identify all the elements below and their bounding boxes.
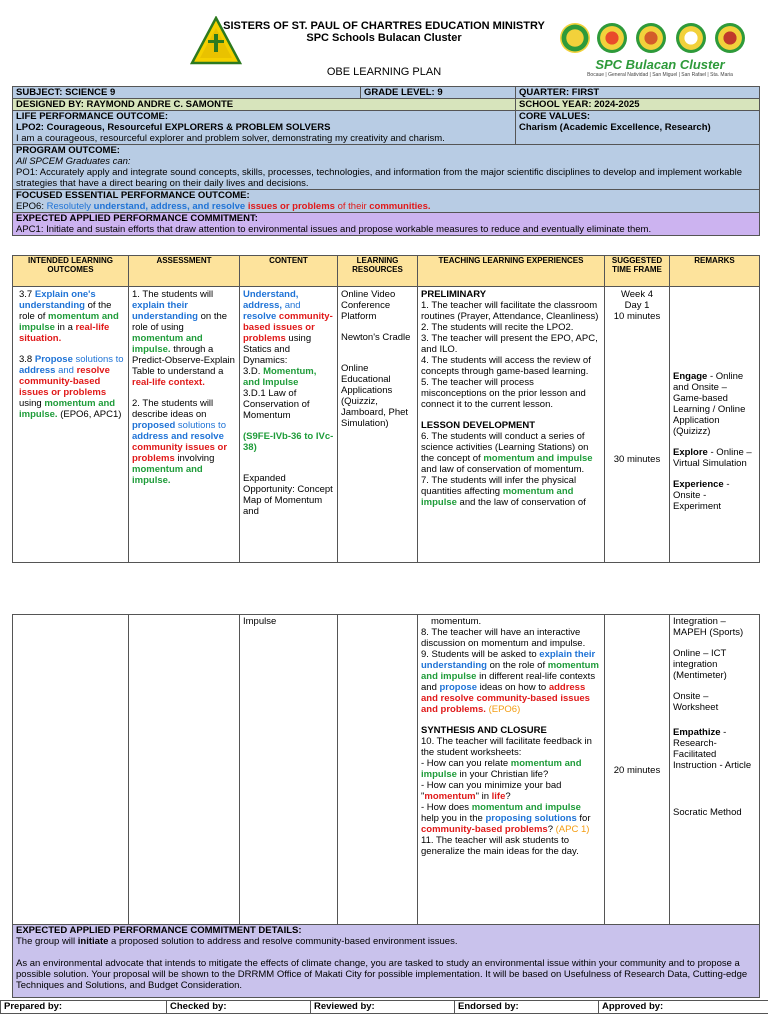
assess-1: 1. The students will — [132, 289, 214, 300]
tle-q1c: in your Christian life? — [459, 769, 549, 780]
tle-q3f: community-based problems — [421, 824, 548, 835]
time-day: Day 1 — [624, 300, 650, 311]
tle-9h: address and resolve community-based issues and problems. — [421, 682, 590, 715]
learning-plan-table — [12, 255, 760, 563]
learning-plan-table-cont — [12, 614, 760, 998]
ilo-momentum-1: momentum and impulse — [19, 311, 119, 333]
tle-10: 10. The teacher will facilitate feedback in the student worksheets: — [421, 736, 592, 758]
reviewed-by: Reviewed by: — [311, 1001, 455, 1014]
eapc-details-2: As an environmental advocate that intends to mitigate the effects of climate change, you are tasked to study an environmental issue within your community and to propose a possible solution. Your proposal will be shown to the DRRMM Office of Makati City for possible implementation. It will be based on Usefulness of Research Data, Cutting-edge Techniques and Solutions, and Budget Consideration. — [16, 958, 748, 991]
remark-engage: Engage — [673, 371, 708, 382]
core-values — [516, 111, 760, 145]
tle-9b: explain their understanding — [421, 649, 596, 671]
resources-cell-cont — [338, 615, 418, 925]
remark-experience-text: - Onsite - Experiment — [673, 479, 730, 512]
tle-9f: propose — [439, 682, 477, 693]
seal-bocaue — [560, 23, 590, 53]
ilo-cell-cont — [13, 615, 129, 925]
approved-by: Approved by: — [599, 1001, 768, 1014]
tle-6b: momentum and impulse — [483, 453, 593, 464]
tle-3: 3. The teacher will present the EPO, APC, and ILO. — [421, 333, 598, 355]
tle-q1b: momentum and impulse — [421, 758, 582, 780]
remarks-cell — [670, 287, 760, 563]
tle-6c: and law of conservation of momentum. — [421, 464, 585, 475]
org-line-2: SPC Schools Bulacan Cluster — [306, 32, 462, 44]
ilo-text-2: in a — [57, 322, 73, 333]
assess-3: through a Predict-Observe-Explain Table to understand a — [132, 344, 235, 377]
tle-7c: and the law of conservation of — [459, 497, 586, 508]
ilo-resolve: resolve community-based issues or problems — [19, 365, 110, 398]
checked-by: Checked by: — [167, 1001, 311, 1014]
tle-q2a: - How can you minimize your bad " — [421, 780, 562, 802]
school-year: SCHOOL YEAR: 2024-2025 — [516, 99, 760, 111]
fepo-code: EPO6: — [16, 201, 44, 212]
eapc-label: EXPECTED APPLIED PERFORMANCE COMMITMENT: — [16, 213, 258, 224]
ilo-num-1: 3.7 — [19, 289, 33, 300]
content-cell-cont — [240, 615, 338, 925]
col-ilo: INTENDED LEARNING OUTCOMES — [13, 256, 129, 287]
tle-q3c: help you in the — [421, 813, 483, 824]
po-label: PROGRAM OUTCOME: — [16, 145, 120, 156]
eapc-details-label: EXPECTED APPLIED PERFORMANCE COMMITMENT DETAILS: — [16, 925, 302, 936]
core-values-label: CORE VALUES: — [519, 111, 591, 122]
fepo-b: understand, address, and resolve — [93, 201, 246, 212]
tle-7b: momentum and impulse — [421, 486, 574, 508]
content-code: (S9FE-IVb-36 to IVc-38) — [243, 431, 334, 453]
content-3: resolve — [243, 311, 277, 322]
cluster-schools: Bocaue | General Natividad | San Miguel | San Rafael | Sta. Maria — [587, 72, 733, 78]
resource-2: Newton's Cradle — [341, 332, 411, 343]
prepared-by: Prepared by: — [1, 1001, 167, 1014]
tle-9c: on the role of — [489, 660, 546, 671]
col-remarks: REMARKS — [670, 256, 760, 287]
tle-q3h: (APC 1) — [555, 824, 590, 835]
time-20min: 20 minutes — [613, 765, 661, 776]
ilo-momentum-2: momentum and impulse. — [19, 398, 116, 420]
assess-4: 2. The students will describe ideas on — [132, 398, 214, 420]
page-2 — [0, 614, 768, 1024]
content-6: 3.D. — [243, 366, 261, 377]
tle-11: 11. The teacher will ask students to generalize the main ideas for the day. — [421, 835, 579, 857]
details-1b: initiate — [77, 936, 109, 947]
quarter: QUARTER: FIRST — [516, 87, 760, 99]
remark-worksheet: Onsite – Worksheet — [673, 691, 719, 713]
tle-1: 1. The teacher will facilitate the classroom routines (Prayer, Attendance, Cleanliness) — [421, 300, 599, 322]
assessment-cell — [129, 287, 240, 563]
remark-experience: Experience — [673, 479, 724, 490]
content-4: community-based issues or problems — [243, 311, 333, 344]
tle-7d: momentum. — [431, 616, 482, 627]
tle-4: 4. The students will access the review of concepts through game-based learning. — [421, 355, 591, 377]
ilo-text-5: using — [19, 398, 42, 409]
lpo-label: LIFE PERFORMANCE OUTCOME: — [16, 111, 168, 122]
fepo-c: issues or problems — [247, 201, 335, 212]
remark-ict: Online – ICT integration (Mentimeter) — [673, 648, 727, 681]
assess-2: on the role of using — [132, 311, 228, 333]
resources-cell — [338, 287, 418, 563]
eapc-details-1 — [16, 936, 756, 947]
fepo-text — [16, 201, 756, 212]
tle-9d: momentum and impulse — [421, 660, 599, 682]
col-time: SUGGESTED TIME FRAME — [605, 256, 670, 287]
lpo-text: I am a courageous, resourceful explorer and problem solver, demonstrating my creativity and charism. — [16, 133, 445, 144]
remark-empathize: Empathize — [673, 727, 721, 738]
resource-3: Online Educational Applications (Quizziz, Jamboard, Phet Simulation) — [341, 363, 409, 429]
fepo-e: communities. — [369, 201, 431, 212]
remark-socratic: Socratic Method — [673, 807, 742, 818]
tle-cell — [418, 287, 605, 563]
remark-empathize-text: - Research-Facilitated Instruction - Article — [673, 727, 752, 771]
focused-epo — [13, 190, 760, 213]
details-1a: The group will — [16, 936, 76, 947]
seal-san-miguel — [636, 23, 666, 53]
fepo-d: of their — [337, 201, 367, 212]
tle-6a: 6. The students will conduct a series of science activities (Learning Stations) on the concept of — [421, 431, 589, 464]
assess-explain: explain their understanding — [132, 300, 198, 322]
seal-general-natividad — [597, 23, 627, 53]
details-1c: a proposed solution to address and resolve community-based environment issues. — [111, 936, 458, 947]
tle-9e: in different real-life contexts and — [421, 671, 596, 693]
remark-engage-text: - Online and Onsite – Game-based Learning / Online Application (Quizizz) — [673, 371, 746, 437]
content-5: using Statics and Dynamics: — [243, 333, 312, 366]
tle-q2e: ? — [505, 791, 511, 802]
tle-q3b: momentum and impulse — [471, 802, 581, 813]
seal-sta-maria — [715, 23, 745, 53]
ilo-real-life: real-life situation. — [19, 322, 110, 344]
tle-9i: (EPO6) — [488, 704, 521, 715]
remark-explore: Explore — [673, 447, 708, 458]
tle-9a: 9. Students will be asked to — [421, 649, 537, 660]
col-content: CONTENT — [240, 256, 338, 287]
ilo-address: address — [19, 365, 56, 376]
assess-issues: community issues or problems — [132, 442, 228, 464]
tle-5: 5. The teacher will process misconceptions on the prior lesson and connect it to the current lesson. — [421, 377, 586, 410]
assess-proposed: proposed — [132, 420, 176, 431]
ilo-codes: (EPO6, APC1) — [60, 409, 122, 420]
assess-5: solutions to — [177, 420, 226, 431]
tle-q1a: - How can you relate — [421, 758, 509, 769]
tle-q2b: momentum — [424, 791, 476, 802]
tle-q3g: ? — [547, 824, 553, 835]
assess-real-life: real-life context. — [132, 377, 205, 388]
assessment-cell-cont — [129, 615, 240, 925]
core-values-text: Charism (Academic Excellence, Research) — [519, 122, 711, 133]
tle-preliminary: PRELIMINARY — [421, 289, 487, 300]
lpo-code: LPO2: Courageous, Resourceful EXPLORERS & PROBLEM SOLVERS — [16, 122, 331, 133]
content-cell — [240, 287, 338, 563]
tle-2: 2. The students will recite the LPO2. — [421, 322, 574, 333]
ilo-text-4: and — [58, 365, 74, 376]
remarks-cell-cont — [670, 615, 760, 925]
resource-1: Online Video Conference Platform — [341, 289, 396, 322]
content-expanded: Expanded Opportunity: Concept Map of Momentum and — [243, 473, 333, 517]
ilo-explain: Explain one's understanding — [19, 289, 96, 311]
ilo-cell — [13, 287, 129, 563]
tle-8: 8. The teacher will have an interactive discussion on momentum and impulse. — [421, 627, 586, 649]
time-cell-cont — [605, 615, 670, 925]
life-performance-outcome — [13, 111, 516, 145]
po-intro: All SPCEM Graduates can: — [16, 156, 131, 167]
po-text: PO1: Accurately apply and integrate sound concepts, skills, processes, technologies, and information from the major scientific disciplines to develop and implement workable strategies that have a direct bearing on their daily lives and decisions. — [16, 167, 743, 189]
tle-lesson-dev: LESSON DEVELOPMENT — [421, 420, 536, 431]
content-8: 3.D.1 Law of Conservation of Momentum — [243, 388, 310, 421]
eapc-text: APC1: Initiate and sustain efforts that draw attention to environmental issues and propose workable measures to reduce and eventually eliminate them. — [16, 224, 652, 235]
designed-by: DESIGNED BY: RAYMOND ANDRE C. SAMONTE — [13, 99, 516, 111]
eapc — [13, 213, 760, 236]
col-resources: LEARNING RESOURCES — [338, 256, 418, 287]
tle-q3a: - How does — [421, 802, 470, 813]
remark-explore-text: - Online – Virtual Simulation — [673, 447, 752, 469]
signature-table — [0, 1000, 768, 1014]
tle-q3e: for — [579, 813, 591, 824]
remark-integration: Integration – MAPEH (Sports) — [673, 616, 744, 638]
content-impulse: Impulse — [243, 616, 277, 627]
tle-q3d: proposing solutions — [485, 813, 577, 824]
ilo-text-1: of the role of — [19, 300, 112, 322]
endorsed-by: Endorsed by: — [455, 1001, 599, 1014]
content-7: Momentum, and Impulse — [243, 366, 317, 388]
assess-momentum-2: momentum and impulse. — [132, 464, 203, 486]
tle-q2c: " in — [475, 791, 489, 802]
program-outcome — [13, 145, 760, 190]
ilo-num-2: 3.8 — [19, 354, 33, 365]
assess-momentum-1: momentum and impulse. — [132, 333, 203, 355]
time-30min: 30 minutes — [613, 454, 661, 465]
time-10min: 10 minutes — [613, 311, 661, 322]
fepo-a: Resolutely — [46, 201, 91, 212]
assess-6: involving — [177, 453, 215, 464]
tle-9g: ideas on how to — [479, 682, 547, 693]
content-2: and — [284, 300, 301, 311]
plan-title: OBE LEARNING PLAN — [326, 66, 442, 78]
fepo-label: FOCUSED ESSENTIAL PERFORMANCE OUTCOME: — [16, 190, 250, 201]
col-tle: TEACHING LEARNING EXPERIENCES — [418, 256, 605, 287]
tle-cell-cont — [418, 615, 605, 925]
assess-address: address and resolve — [132, 431, 224, 442]
plan-info-table — [12, 86, 760, 236]
eapc-details — [13, 925, 760, 998]
seal-san-rafael — [676, 23, 706, 53]
time-week: Week 4 — [620, 289, 654, 300]
tle-synthesis: SYNTHESIS AND CLOSURE — [421, 725, 547, 736]
ilo-text-3: solutions to — [75, 354, 124, 365]
tle-7a: 7. The students will infer the physical quantities affecting — [421, 475, 577, 497]
org-line-1: SISTERS OF ST. PAUL OF CHARTRES EDUCATION MINISTRY — [223, 20, 545, 32]
col-assessment: ASSESSMENT — [129, 256, 240, 287]
tle-q2d: life — [491, 791, 506, 802]
cluster-name: SPC Bulacan Cluster — [595, 57, 725, 72]
content-1: Understand, address, — [243, 289, 299, 311]
subject: SUBJECT: SCIENCE 9 — [13, 87, 361, 99]
grade-level: GRADE LEVEL: 9 — [361, 87, 516, 99]
time-cell — [605, 287, 670, 563]
ilo-propose: Propose — [34, 354, 73, 365]
